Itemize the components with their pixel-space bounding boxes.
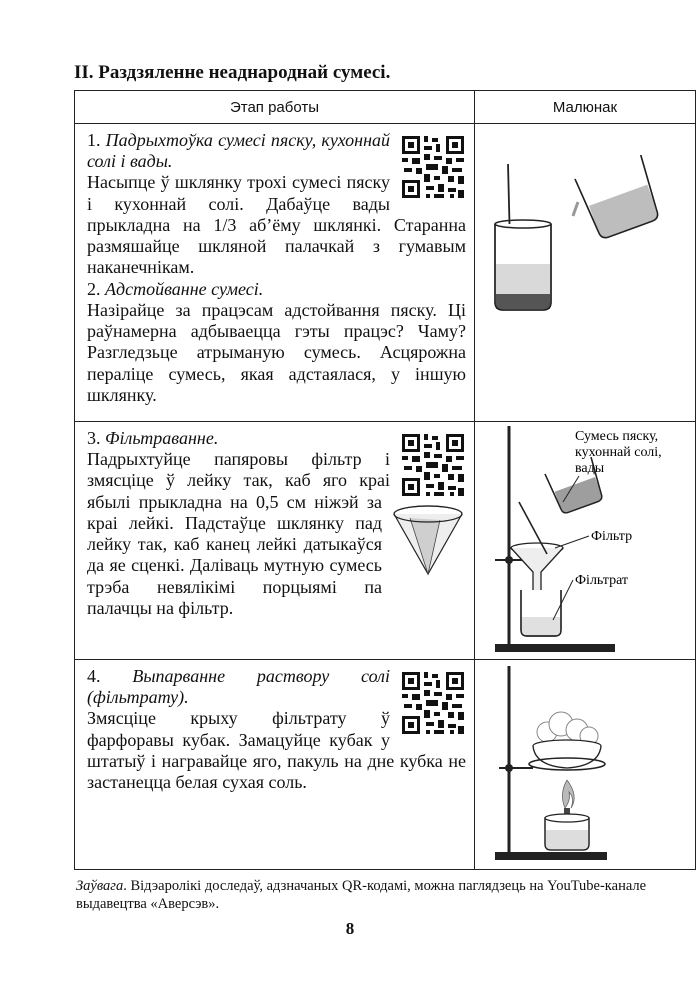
- label-filter: Фільтр: [591, 529, 633, 544]
- table-row: [75, 660, 696, 870]
- qr-code-icon[interactable]: [400, 432, 466, 498]
- column-header-stage: Этап работы: [75, 91, 475, 124]
- step-1-heading: Падрыхтоўка сумесі пяску, кухоннай солі і вады.: [87, 130, 390, 172]
- label-mixture-line2: кухоннай солі,: [575, 445, 662, 460]
- paper-filter-cone-illustration: [390, 504, 466, 578]
- page-number: 8: [345, 919, 355, 938]
- filtration-setup-illustration: [475, 422, 696, 658]
- qr-code-icon[interactable]: [400, 134, 466, 200]
- evaporation-setup-illustration: [475, 660, 696, 868]
- footnote-text: . Відэаролікі доследаў, адзначаных QR-кодамі, можна паглядзець на YouTube-канале выдавецтва «Аверсэв».: [76, 878, 647, 913]
- step-3-body: Падрыхтуйце папяровы фільтр і змясціце ў лейку так, каб яго краі ябылі прыкладна на 0,5 см ніжэй за краі лейкі. Падстаўце шклянку пад лейку так, каб канец лейкі датыкаўся да яе сценкі. Даліваць мутную сумесь трэба невялікімі порцыямі па палачцы на фільтр.: [87, 449, 390, 618]
- section-title: II. Раздзяленне неаднароднай сумесі.: [74, 62, 391, 83]
- label-mixture-line3: вады: [575, 461, 605, 476]
- column-header-picture: Малюнак: [475, 91, 696, 124]
- step-3-heading: Фільтраванне.: [105, 428, 219, 448]
- picture-cell: [475, 422, 696, 660]
- footnote-label: Заўвага: [76, 878, 124, 894]
- stage-cell: [75, 422, 475, 660]
- step-1-body: Насыпце ў шклянку трохі сумесі пяску і кухоннай солі. Дабаўце вады прыкладна на 1/3 аб’ёму шклянкі. Старанна размяшайце шкляной палачкай з гумавым наканечнікам.: [87, 172, 466, 278]
- table-row: [75, 124, 696, 422]
- step-4-heading: Выпарванне раствору солі (фільтрату).: [87, 666, 391, 708]
- step-2-body: Назірайце за працэсам адстойвання пяску. Ці раўнамерна адбываецца гэты працэс? Чаму? Разгледзьце атрыманую сумесь. Асцярожна пераліце сумесь, якая адстаялася, у іншую шклянку.: [87, 299, 466, 405]
- label-mixture-line1: Сумесь пяску,: [575, 429, 659, 444]
- stage-cell: [75, 124, 475, 422]
- footnote: [76, 877, 694, 913]
- table-row: [75, 422, 696, 660]
- mixing-and-pouring-illustration: [475, 124, 696, 419]
- label-filtrate: Фільтрат: [575, 573, 629, 588]
- step-2-heading: Адстойванне сумесі.: [105, 278, 264, 299]
- qr-code-icon[interactable]: [400, 670, 466, 736]
- step-1-number: 1.: [87, 130, 106, 150]
- picture-cell: [475, 124, 696, 422]
- table-header-row: [75, 91, 696, 124]
- stage-cell: [75, 660, 475, 870]
- step-3-number: 3.: [87, 428, 105, 448]
- procedure-table: [74, 90, 696, 870]
- step-4-body: Змясціце крыху фільтрату ў фарфоравы кубак. Замацуйце кубак у штатыў і награвайце яго, пакуль на дне кубка не застанецца белая сухая соль.: [87, 708, 466, 793]
- step-4-number: 4.: [87, 666, 133, 686]
- step-2-number: 2.: [87, 278, 105, 299]
- picture-cell: [475, 660, 696, 870]
